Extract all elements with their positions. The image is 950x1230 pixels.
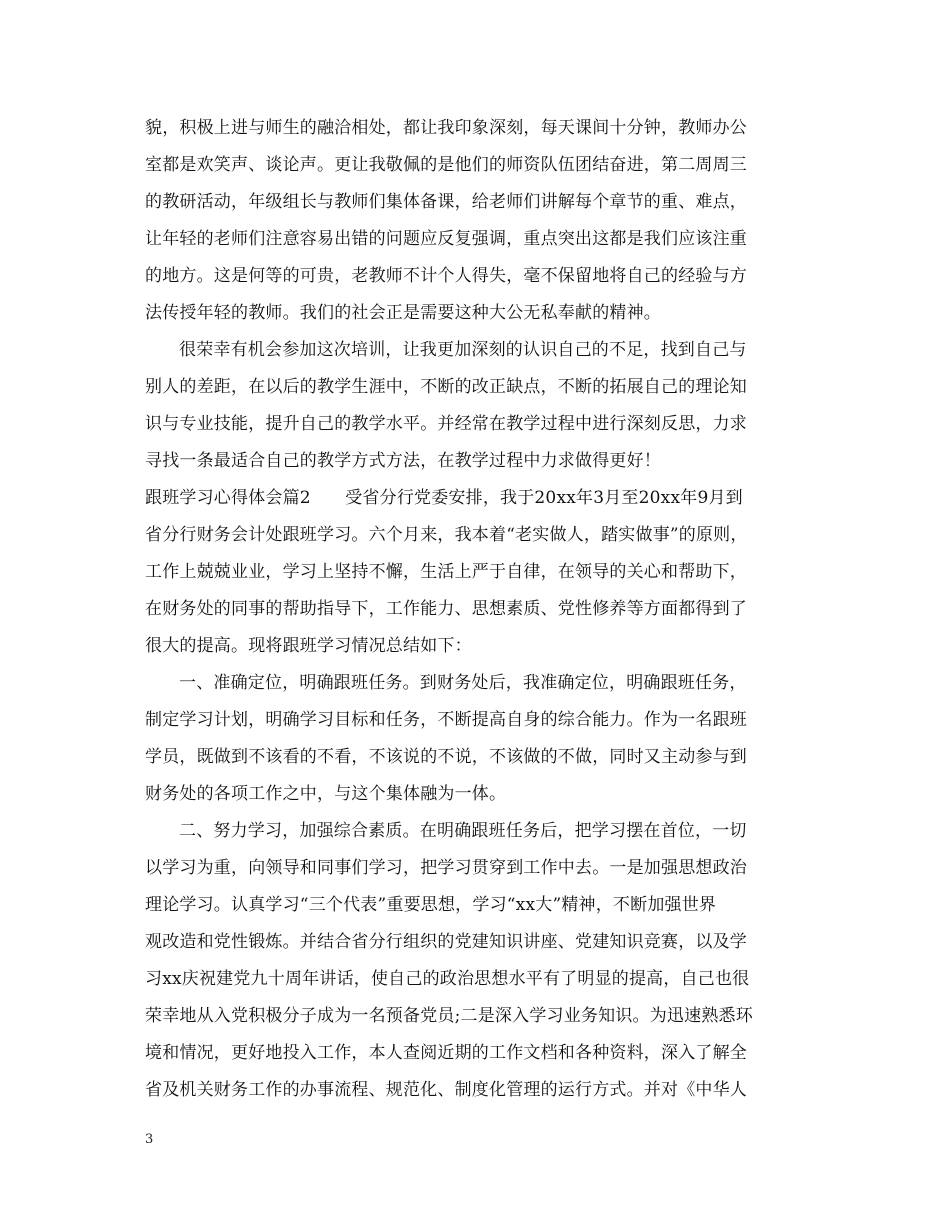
text-line: 很大的提高。现将跟班学习情况总结如下： bbox=[145, 636, 472, 656]
text-line: 貌，积极上进与师生的融洽相处，都让我印象深刻，每天课间十分钟，教师办公 bbox=[145, 118, 747, 138]
text-line: 省及机关财务工作的办事流程、规范化、制度化管理的运行方式。并对《中华人 bbox=[145, 1080, 747, 1100]
text-line: 工作上兢兢业业，学习上坚持不懈，生活上严于自律，在领导的关心和帮助下， bbox=[145, 562, 747, 582]
text-line: 让年轻的老师们注意容易出错的问题应反复强调，重点突出这都是我们应该注重 bbox=[145, 229, 747, 249]
text-line: 理论学习。认真学习“三个代表”重要思想，学习“xx大”精神，不断加强世界 bbox=[145, 895, 717, 915]
text-line: 跟班学习心得体会篇2 受省分行党委安排，我于20xx年3月至20xx年9月到 bbox=[145, 488, 743, 508]
text-line: 观改造和党性锻炼。并结合省分行组织的党建知识讲座、党建知识竞赛，以及学 bbox=[145, 932, 747, 952]
text-line: 制定学习计划，明确学习目标和任务，不断提高自身的综合能力。作为一名跟班 bbox=[145, 710, 747, 730]
text-line: 以学习为重，向领导和同事们学习，把学习贯穿到工作中去。一是加强思想政治 bbox=[145, 858, 747, 878]
text-line: 很荣幸有机会参加这次培训，让我更加深刻的认识自己的不足，找到自己与 bbox=[179, 340, 747, 360]
text-line: 境和情况，更好地投入工作，本人查阅近期的工作文档和各种资料，深入了解全 bbox=[145, 1043, 747, 1063]
text-line: 二、努力学习，加强综合素质。在明确跟班任务后，把学习摆在首位，一切 bbox=[179, 821, 747, 841]
text-line: 财务处的各项工作之中，与这个集体融为一体。 bbox=[145, 784, 507, 804]
text-line: 一、准确定位，明确跟班任务。到财务处后，我准确定位，明确跟班任务， bbox=[179, 673, 747, 693]
text-line: 的地方。这是何等的可贵，老教师不计个人得失，毫不保留地将自己的经验与方 bbox=[145, 266, 747, 286]
text-line: 在财务处的同事的帮助指导下，工作能力、思想素质、党性修养等方面都得到了 bbox=[145, 599, 747, 619]
text-line: 习xx庆祝建党九十周年讲话，使自己的政治思想水平有了明显的提高，自己也很 bbox=[145, 969, 750, 989]
text-line: 荣幸地从入党积极分子成为一名预备党员;二是深入学习业务知识。为迅速熟悉环 bbox=[145, 1006, 753, 1026]
text-line: 别人的差距，在以后的教学生涯中，不断的改正缺点，不断的拓展自己的理论知 bbox=[145, 377, 747, 397]
text-line: 寻找一条最适合自己的教学方式方法，在教学过程中力求做得更好！ bbox=[145, 451, 661, 471]
document-body bbox=[145, 110, 825, 1109]
text-line: 识与专业技能，提升自己的教学水平。并经常在教学过程中进行深刻反思，力求 bbox=[145, 414, 747, 434]
text-line: 省分行财务会计处跟班学习。六个月来，我本着“老实做人，踏实做事”的原则， bbox=[145, 525, 748, 545]
text-line: 的教研活动，年级组长与教师们集体备课，给老师们讲解每个章节的重、难点， bbox=[145, 192, 747, 212]
text-line: 学员，既做到不该看的不看，不该说的不说，不该做的不做，同时又主动参与到 bbox=[145, 747, 747, 767]
text-line: 法传授年轻的教师。我们的社会正是需要这种大公无私奉献的精神。 bbox=[145, 303, 661, 323]
text-line: 室都是欢笑声、谈论声。更让我敬佩的是他们的师资队伍团结奋进，第二周周三 bbox=[145, 155, 747, 175]
page-number: 3 bbox=[145, 1132, 154, 1147]
